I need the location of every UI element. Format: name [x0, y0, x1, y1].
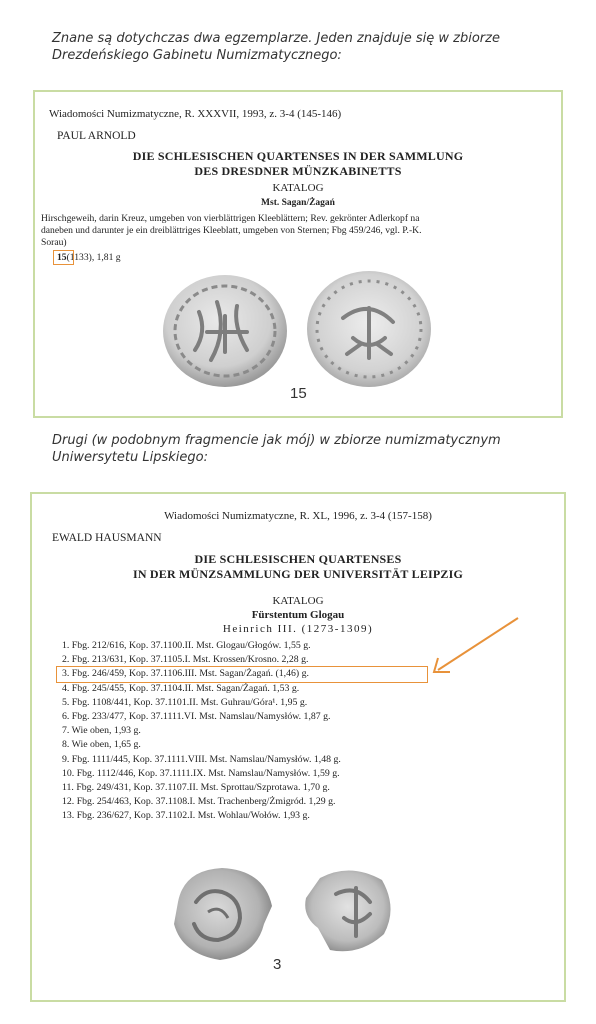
caption-bottom: Drugi (w podobnym fragmencie jak mój) w zbiorze numizmatycznym Uniwersytetu Lipskiego: — [52, 433, 501, 465]
list-item: 4. Fbg. 245/455, Kop. 37.1104.II. Mst. Sagan/Żagań. 1,53 g. — [62, 682, 300, 694]
author-name: EWALD HAUSMANN — [52, 532, 162, 544]
list-item: 8. Wie oben, 1,65 g. — [62, 739, 141, 751]
document-panel-leipzig — [30, 492, 566, 1002]
list-item: 7. Wie oben, 1,93 g. — [62, 725, 141, 737]
article-title-line1: DIE SCHLESISCHEN QUARTENSES — [194, 552, 402, 566]
document-panel-dresden — [33, 90, 563, 418]
list-item: 2. Fbg. 213/631, Kop. 37.1105.I. Mst. Krossen/Krosno. 2,28 g. — [62, 654, 309, 666]
coin-figure-number: 15 — [290, 385, 307, 402]
description-line1: Hirschgeweih, darin Kreuz, umgeben von vierblättrigen Kleeblättern; Rev. gekrönter Adlerkopf na — [41, 213, 420, 224]
list-item: 10. Fbg. 1112/446, Kop. 37.1111.IX. Mst. Namslau/Namysłów. 1,59 g. — [62, 767, 340, 779]
list-item: 3. Fbg. 246/459, Kop. 37.1106.III. Mst. Sagan/Żagań. (1,46) g. — [62, 668, 309, 680]
entry-details: (1133), 1,81 g — [66, 252, 121, 263]
coin-figure-number: 3 — [273, 956, 282, 973]
entry-number-highlight — [53, 250, 74, 265]
article-title-line1: DIE SCHLESISCHEN QUARTENSES IN DER SAMMLUNG — [132, 149, 464, 163]
coin-fragment-reverse-image — [290, 858, 400, 962]
list-item: 13. Fbg. 236/627, Kop. 37.1102.I. Mst. Wohlau/Wołów. 1,93 g. — [62, 810, 310, 822]
list-item: 6. Fbg. 233/477, Kop. 37.1111.VI. Mst. Namslau/Namysłów. 1,87 g. — [62, 711, 331, 723]
list-item: 12. Fbg. 254/463, Kop. 37.1108.I. Mst. Trachenberg/Żmigród. 1,29 g. — [62, 796, 336, 808]
mint-heading: Mst. Sagan/Żagań — [261, 198, 335, 208]
entry-number: 15 — [57, 252, 67, 263]
author-name: PAUL ARNOLD — [57, 130, 136, 142]
caption-top: Znane są dotychczas dwa egzemplarze. Jeden znajduje się w zbiorze Drezdeńskiego Gabinetu Numizmatycznego: — [52, 31, 500, 63]
coin-obverse-image — [159, 272, 291, 390]
list-item: 9. Fbg. 1111/445, Kop. 37.1111.VIII. Mst. Namslau/Namysłów. 1,48 g. — [62, 753, 341, 765]
article-title-line2: DES DRESDNER MÜNZKABINETTS — [194, 164, 402, 178]
description-line2: daneben und darunter je ein dreiblättriges Kleeblatt, umgeben von Sternen; Fbg 459/246, vgl. P.-K. — [41, 225, 422, 236]
ruler-heading: Heinrich III. (1273-1309) — [222, 623, 374, 635]
journal-header: Wiadomości Numizmatyczne, R. XL, 1996, z. 3-4 (157-158) — [164, 510, 432, 522]
section-heading: Fürstentum Glogau — [251, 609, 345, 621]
journal-header: Wiadomości Numizmatyczne, R. XXXVII, 1993, z. 3-4 (145-146) — [49, 108, 342, 120]
coin-reverse-image — [303, 268, 435, 390]
list-item: 11. Fbg. 249/431, Kop. 37.1107.II. Mst. Sprottau/Szprotawa. 1,70 g. — [62, 782, 330, 794]
coin-fragment-obverse-image — [164, 862, 282, 966]
katalog-heading: KATALOG — [272, 595, 324, 607]
katalog-heading: KATALOG — [272, 182, 324, 194]
list-item: 1. Fbg. 212/616, Kop. 37.1100.II. Mst. Glogau/Głogów. 1,55 g. — [62, 640, 311, 651]
description-line3: Sorau) — [41, 237, 67, 248]
list-item: 5. Fbg. 1108/441, Kop. 37.1101.II. Mst. Guhrau/Góra¹. 1,95 g. — [62, 696, 308, 708]
entry-highlight-box — [56, 666, 428, 683]
highlight-arrow-icon — [430, 614, 522, 678]
article-title-line2: IN DER MÜNZSAMMLUNG DER UNIVERSITÄT LEIPZIG — [132, 567, 464, 581]
